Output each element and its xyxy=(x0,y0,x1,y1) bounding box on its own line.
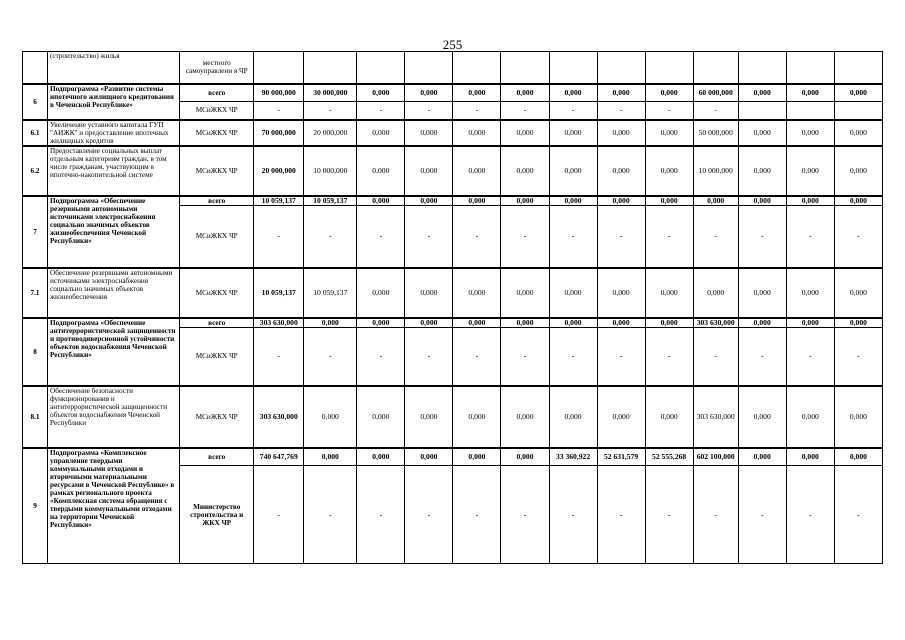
amount-cell: - xyxy=(645,466,693,564)
program-name-cell: Увеличение уставного капитала ГУП "АИЖК" и предоставление ипотечных жилищных кредитов xyxy=(48,120,180,146)
amount-cell: 0,000 xyxy=(549,84,597,102)
responsible-cell: МСиЖКХ ЧР xyxy=(180,206,254,268)
amount-cell: - xyxy=(645,328,693,386)
amount-cell: - xyxy=(254,466,304,564)
amount-cell: 0,000 xyxy=(357,268,405,318)
amount-cell: 0,000 xyxy=(453,448,501,466)
program-name-cell: Обеспечение безопасности функционирования и антитеррористической защищенности объектов водоснабжения Чеченской Республики xyxy=(48,386,180,448)
amount-cell: 0,000 xyxy=(405,318,453,328)
amount-cell: - xyxy=(834,466,882,564)
amount-cell xyxy=(597,52,645,84)
amount-cell: 0,000 xyxy=(597,386,645,448)
amount-cell: 10 059,137 xyxy=(304,196,357,206)
amount-cell: 0,000 xyxy=(453,146,501,196)
amount-cell: - xyxy=(549,466,597,564)
row-number-cell: 7 xyxy=(23,196,48,268)
row-number-cell: 6 xyxy=(23,84,48,120)
amount-cell: 0,000 xyxy=(357,196,405,206)
amount-cell: - xyxy=(501,466,549,564)
program-name-cell: (строительство) жилья xyxy=(48,52,180,84)
amount-cell: 0,000 xyxy=(597,84,645,102)
amount-cell: 0,000 xyxy=(786,448,834,466)
responsible-cell: всего xyxy=(180,318,254,328)
amount-cell: 20 000,000 xyxy=(304,120,357,146)
amount-cell: 30 000,000 xyxy=(304,84,357,102)
responsible-cell: МСиЖКХ ЧР xyxy=(180,328,254,386)
amount-cell: - xyxy=(786,466,834,564)
amount-cell: 0,000 xyxy=(453,318,501,328)
amount-cell: 90 000,000 xyxy=(254,84,304,102)
amount-cell: 0,000 xyxy=(645,146,693,196)
amount-cell: 0,000 xyxy=(405,146,453,196)
amount-cell: 33 360,922 xyxy=(549,448,597,466)
amount-cell: - xyxy=(357,206,405,268)
amount-cell: - xyxy=(405,328,453,386)
responsible-cell: МСиЖКХ ЧР xyxy=(180,268,254,318)
amount-cell: 20 000,000 xyxy=(254,146,304,196)
amount-cell: - xyxy=(549,206,597,268)
amount-cell xyxy=(357,52,405,84)
amount-cell: - xyxy=(453,328,501,386)
amount-cell xyxy=(304,52,357,84)
table-row xyxy=(23,84,883,102)
amount-cell: 0,000 xyxy=(357,386,405,448)
amount-cell: 0,000 xyxy=(786,146,834,196)
amount-cell: - xyxy=(501,102,549,120)
amount-cell: 0,000 xyxy=(834,268,882,318)
amount-cell: 0,000 xyxy=(453,196,501,206)
program-name-cell: Подпрограмма «Развитие системы ипотечного жилищного кредитования в Чеченской Республике» xyxy=(48,84,180,120)
amount-cell: 0,000 xyxy=(501,196,549,206)
amount-cell: 0,000 xyxy=(304,386,357,448)
budget-table xyxy=(22,51,883,564)
amount-cell: 0,000 xyxy=(834,84,882,102)
amount-cell: 0,000 xyxy=(738,120,786,146)
table-row xyxy=(23,120,883,146)
amount-cell: 0,000 xyxy=(738,268,786,318)
row-number-cell: 6.2 xyxy=(23,146,48,196)
amount-cell: 0,000 xyxy=(405,268,453,318)
amount-cell: 10 059,137 xyxy=(254,196,304,206)
amount-cell: 0,000 xyxy=(405,84,453,102)
amount-cell: 0,000 xyxy=(549,386,597,448)
amount-cell: - xyxy=(501,328,549,386)
amount-cell: 52 631,579 xyxy=(597,448,645,466)
amount-cell: 70 000,000 xyxy=(254,120,304,146)
amount-cell: - xyxy=(645,206,693,268)
amount-cell xyxy=(549,52,597,84)
amount-cell: 0,000 xyxy=(549,146,597,196)
responsible-cell: местного самоуправлени я ЧР xyxy=(180,52,254,84)
responsible-cell: Министерство строительства и ЖКХ ЧР xyxy=(180,466,254,564)
amount-cell: 0,000 xyxy=(501,146,549,196)
amount-cell: - xyxy=(304,102,357,120)
amount-cell: 0,000 xyxy=(405,196,453,206)
program-name-cell: Подпрограмма «Обеспечение антитеррористической защищенности и противодиверсионной устойчивости объектов водоснабжения Чеченской Республики» xyxy=(48,318,180,386)
amount-cell: 0,000 xyxy=(549,120,597,146)
amount-cell xyxy=(501,52,549,84)
amount-cell: 0,000 xyxy=(304,448,357,466)
amount-cell: 0,000 xyxy=(501,386,549,448)
amount-cell: 0,000 xyxy=(597,120,645,146)
amount-cell: 0,000 xyxy=(786,268,834,318)
amount-cell xyxy=(254,52,304,84)
amount-cell: 0,000 xyxy=(738,318,786,328)
amount-cell: 0,000 xyxy=(405,120,453,146)
amount-cell: 10 000,000 xyxy=(304,146,357,196)
amount-cell: 0,000 xyxy=(645,196,693,206)
amount-cell: - xyxy=(834,328,882,386)
amount-cell: 0,000 xyxy=(453,120,501,146)
amount-cell: - xyxy=(786,206,834,268)
amount-cell: - xyxy=(453,466,501,564)
amount-cell: 0,000 xyxy=(453,268,501,318)
responsible-cell: МСиЖКХ ЧР xyxy=(180,102,254,120)
amount-cell: 0,000 xyxy=(738,196,786,206)
responsible-cell: МСиЖКХ ЧР xyxy=(180,146,254,196)
amount-cell xyxy=(738,102,786,120)
amount-cell xyxy=(834,52,882,84)
amount-cell: 740 647,769 xyxy=(254,448,304,466)
amount-cell: 0,000 xyxy=(357,146,405,196)
amount-cell: 0,000 xyxy=(549,268,597,318)
amount-cell: - xyxy=(597,206,645,268)
amount-cell: 602 100,000 xyxy=(693,448,738,466)
amount-cell: - xyxy=(254,102,304,120)
table-row xyxy=(23,52,883,84)
program-name-cell: Подпрограмма «Комплексное управление твердыми коммунальными отходами и вторичными материальными ресурсами в Чеченской Республике» в рамках регионального проекта «Комплексная система обращения с твердыми коммунальными отходами на территории Чеченской Республики» xyxy=(48,448,180,564)
amount-cell: 0,000 xyxy=(645,268,693,318)
amount-cell: - xyxy=(693,206,738,268)
amount-cell: - xyxy=(738,328,786,386)
amount-cell: 10 059,137 xyxy=(254,268,304,318)
amount-cell: 0,000 xyxy=(693,196,738,206)
amount-cell: 0,000 xyxy=(786,84,834,102)
amount-cell xyxy=(834,102,882,120)
table-row xyxy=(23,318,883,328)
table-row xyxy=(23,448,883,466)
responsible-cell: всего xyxy=(180,196,254,206)
row-number-cell: 8.1 xyxy=(23,386,48,448)
amount-cell xyxy=(738,52,786,84)
amount-cell: 0,000 xyxy=(645,386,693,448)
amount-cell: - xyxy=(405,466,453,564)
amount-cell: 0,000 xyxy=(834,120,882,146)
amount-cell: 0,000 xyxy=(501,448,549,466)
amount-cell: 0,000 xyxy=(549,196,597,206)
row-number-cell: 9 xyxy=(23,448,48,564)
amount-cell: - xyxy=(738,466,786,564)
amount-cell: 0,000 xyxy=(834,196,882,206)
amount-cell: 50 000,000 xyxy=(693,120,738,146)
program-name-cell: Подпрограмма «Обеспечение резервными автономными источниками электроснабжения социально значимых объектов жизнеобеспечения Чеченской Республики» xyxy=(48,196,180,268)
amount-cell: 303 630,000 xyxy=(254,318,304,328)
amount-cell: 0,000 xyxy=(453,386,501,448)
amount-cell: 0,000 xyxy=(597,196,645,206)
row-number-cell: 8 xyxy=(23,318,48,386)
table-row xyxy=(23,268,883,318)
amount-cell: 0,000 xyxy=(357,84,405,102)
amount-cell: - xyxy=(357,328,405,386)
amount-cell: 0,000 xyxy=(304,318,357,328)
amount-cell: 0,000 xyxy=(549,318,597,328)
amount-cell: - xyxy=(304,328,357,386)
table-row xyxy=(23,386,883,448)
amount-cell xyxy=(786,52,834,84)
amount-cell: 0,000 xyxy=(645,84,693,102)
amount-cell: 0,000 xyxy=(738,146,786,196)
amount-cell: - xyxy=(693,102,738,120)
program-name-cell: Предоставление социальных выплат отдельным категориям граждан, в том числе гражданам, участвующим в ипотечно-накопительной системе xyxy=(48,146,180,196)
amount-cell: 10 000,000 xyxy=(693,146,738,196)
amount-cell: - xyxy=(786,328,834,386)
amount-cell: 0,000 xyxy=(645,318,693,328)
amount-cell: 0,000 xyxy=(405,448,453,466)
amount-cell: 0,000 xyxy=(501,318,549,328)
amount-cell: - xyxy=(693,466,738,564)
amount-cell: 0,000 xyxy=(357,318,405,328)
amount-cell: - xyxy=(254,328,304,386)
amount-cell: 0,000 xyxy=(645,120,693,146)
row-number-cell xyxy=(23,52,48,84)
amount-cell: 303 630,000 xyxy=(693,318,738,328)
amount-cell: - xyxy=(597,466,645,564)
amount-cell: 0,000 xyxy=(738,386,786,448)
amount-cell: 0,000 xyxy=(597,268,645,318)
amount-cell: - xyxy=(597,328,645,386)
amount-cell: 0,000 xyxy=(501,268,549,318)
amount-cell: 0,000 xyxy=(501,84,549,102)
amount-cell: 0,000 xyxy=(786,386,834,448)
amount-cell: - xyxy=(357,102,405,120)
amount-cell: - xyxy=(645,102,693,120)
amount-cell: 0,000 xyxy=(693,268,738,318)
amount-cell: 0,000 xyxy=(357,120,405,146)
responsible-cell: всего xyxy=(180,84,254,102)
amount-cell xyxy=(453,52,501,84)
amount-cell: 60 000,000 xyxy=(693,84,738,102)
amount-cell: 0,000 xyxy=(834,386,882,448)
amount-cell: - xyxy=(254,206,304,268)
program-name-cell: Обеспечение резервными автономными источниками электроснабжения социально значимых объектов жизнеобеспечения xyxy=(48,268,180,318)
row-number-cell: 7.1 xyxy=(23,268,48,318)
amount-cell: - xyxy=(357,466,405,564)
amount-cell: - xyxy=(304,206,357,268)
table-row xyxy=(23,196,883,206)
amount-cell: 303 630,000 xyxy=(693,386,738,448)
amount-cell: 0,000 xyxy=(597,146,645,196)
amount-cell: 52 555,268 xyxy=(645,448,693,466)
amount-cell: - xyxy=(597,102,645,120)
amount-cell: - xyxy=(501,206,549,268)
amount-cell: 0,000 xyxy=(501,120,549,146)
amount-cell: 0,000 xyxy=(738,84,786,102)
amount-cell xyxy=(693,52,738,84)
amount-cell xyxy=(786,102,834,120)
amount-cell xyxy=(405,52,453,84)
amount-cell: - xyxy=(405,206,453,268)
amount-cell: 303 630,000 xyxy=(254,386,304,448)
amount-cell: - xyxy=(693,328,738,386)
page-number: 255 xyxy=(442,37,463,52)
amount-cell: 0,000 xyxy=(738,448,786,466)
amount-cell: 10 059,137 xyxy=(304,268,357,318)
amount-cell: 0,000 xyxy=(834,448,882,466)
amount-cell: 0,000 xyxy=(405,386,453,448)
amount-cell: - xyxy=(549,102,597,120)
amount-cell xyxy=(645,52,693,84)
amount-cell: 0,000 xyxy=(834,318,882,328)
amount-cell: - xyxy=(834,206,882,268)
amount-cell: - xyxy=(738,206,786,268)
amount-cell: - xyxy=(453,102,501,120)
amount-cell: - xyxy=(453,206,501,268)
responsible-cell: МСиЖКХ ЧР xyxy=(180,120,254,146)
row-number-cell: 6.1 xyxy=(23,120,48,146)
table-row xyxy=(23,146,883,196)
responsible-cell: всего xyxy=(180,448,254,466)
amount-cell: 0,000 xyxy=(786,318,834,328)
amount-cell: 0,000 xyxy=(786,196,834,206)
amount-cell: 0,000 xyxy=(786,120,834,146)
amount-cell: - xyxy=(304,466,357,564)
amount-cell: 0,000 xyxy=(597,318,645,328)
amount-cell: 0,000 xyxy=(357,448,405,466)
amount-cell: 0,000 xyxy=(453,84,501,102)
responsible-cell: МСиЖКХ ЧР xyxy=(180,386,254,448)
amount-cell: 0,000 xyxy=(834,146,882,196)
amount-cell: - xyxy=(549,328,597,386)
amount-cell: - xyxy=(405,102,453,120)
